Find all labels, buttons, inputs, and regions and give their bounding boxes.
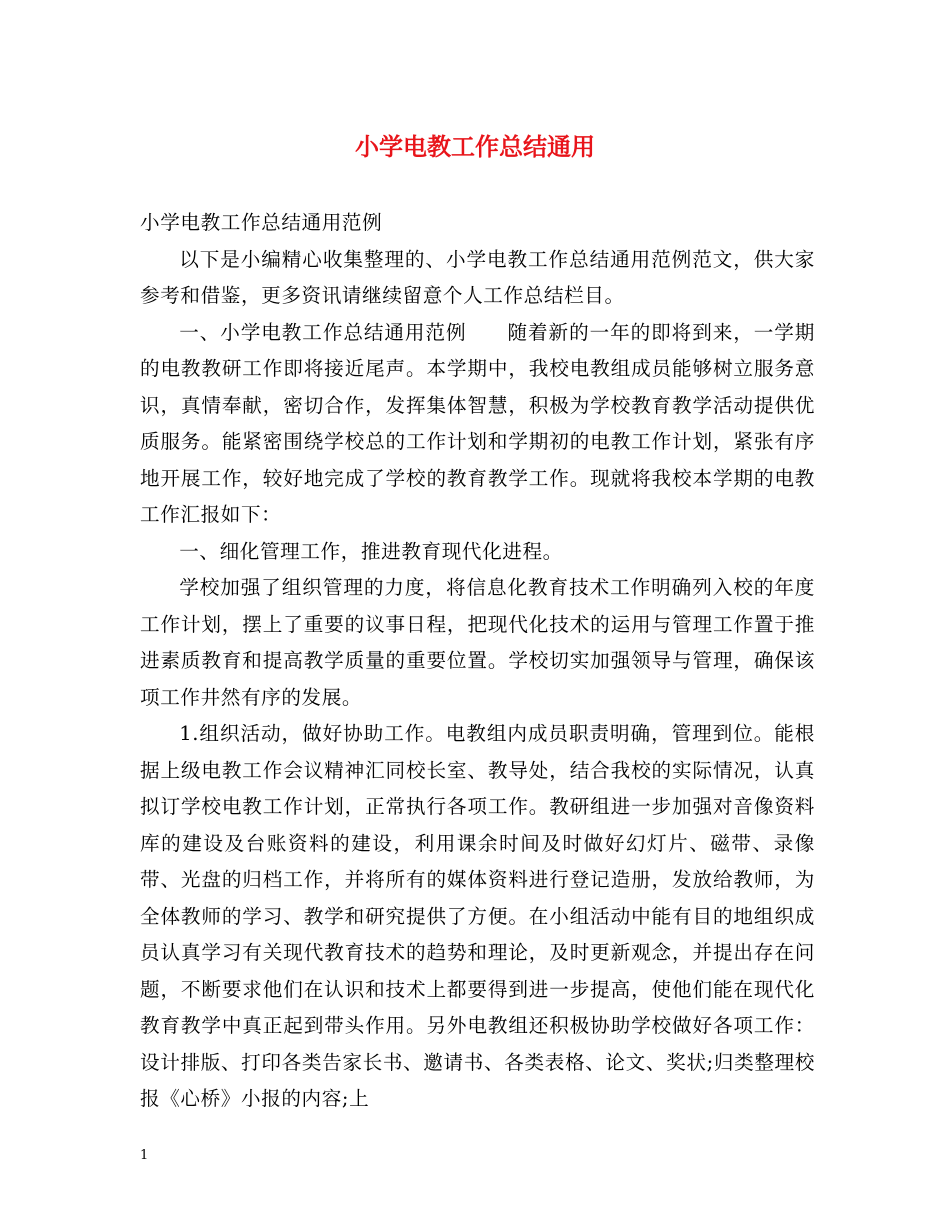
paragraph-activities: 1.组织活动，做好协助工作。电教组内成员职责明确，管理到位。能根据上级电教工作会议精神汇同校长室、教导处，结合我校的实际情况，认真拟订学校电教工作计划，正常执行各项工作。教研组进一步加强对音像资料库的建设及台账资料的建设，利用课余时间及时做好幻灯片、磁带、录像带、光盘的归档工作，并将所有的媒体资料进行登记造册，发放给教师，为全体教师的学习、教学和研究提供了方便。在小组活动中能有目的地组织成员认真学习有关现代教育技术的趋势和理论，及时更新观念，并提出存在问题，不断要求他们在认识和技术上都要得到进一步提高，使他们能在现代化教育教学中真正起到带头作用。另外电教组还积极协助学校做好各项工作：设计排版、打印各类告家长书、邀请书、各类表格、论文、奖状;归类整理校报《心桥》小报的内容;上 <box>140 722 815 1110</box>
section-heading: 一、细化管理工作，推进教育现代化进程。 <box>179 539 563 563</box>
paragraph-section-one: 一、小学电教工作总结通用范例 随着新的一年的即将到来，一学期的电教教研工作即将接近尾声。本学期中，我校电教组成员能够树立服务意识，真情奉献，密切合作，发挥集体智慧，积极为学校教育教学活动提供优质服务。能紧密围绕学校总的工作计划和学期初的电教工作计划，紧张有序地开展工作，较好地完成了学校的教育教学工作。现就将我校本学期的电教工作汇报如下： <box>140 320 815 526</box>
paragraph-intro: 以下是小编精心收集整理的、小学电教工作总结通用范例范文，供大家参考和借鉴，更多资讯请继续留意个人工作总结栏目。 <box>140 247 815 307</box>
paragraph-management: 学校加强了组织管理的力度，将信息化教育技术工作明确列入校的年度工作计划，摆上了重要的议事日程，把现代化技术的运用与管理工作置于推进素质教育和提高教学质量的重要位置。学校切实加强领导与管理，确保该项工作井然有序的发展。 <box>140 576 815 709</box>
page-title: 小学电教工作总结通用 <box>355 132 595 161</box>
document-body <box>140 205 815 1118</box>
document-subtitle: 小学电教工作总结通用范例 <box>140 211 383 234</box>
page-number: 1 <box>140 1148 149 1163</box>
